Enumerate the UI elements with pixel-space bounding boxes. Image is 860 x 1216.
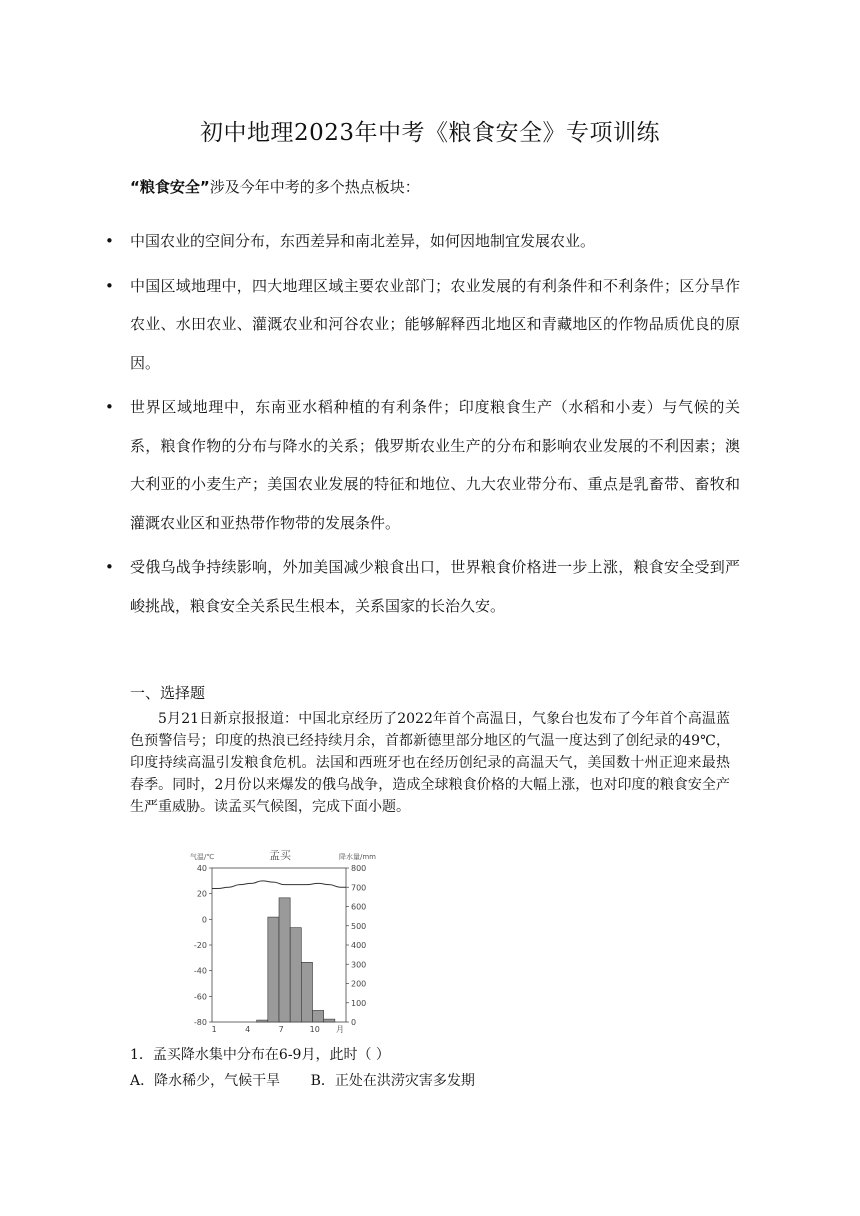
right-tick-label: 0	[351, 1018, 357, 1027]
left-tick-label: -80	[193, 1018, 207, 1027]
left-tick-label: -20	[193, 941, 207, 950]
left-tick-label: 0	[201, 915, 207, 925]
climate-chart	[180, 846, 380, 1036]
precip-bar	[324, 1019, 335, 1022]
right-tick-label: 100	[351, 998, 367, 1008]
hotspot-list	[100, 222, 740, 631]
right-tick-label: 600	[351, 902, 367, 912]
chart-plot-area	[194, 864, 366, 1034]
temperature-line	[212, 881, 346, 889]
list-item: • 世界区域地理中，东南亚水稻种植的有利条件；印度粮食生产（水稻和小麦）与气候的关系，粮食作物的分布与降水的关系；俄罗斯农业生产的分布和影响农业发展的不利因素；澳大利亚的小麦生产；美国农业发展的特征和地位、九大农业带分布、重点是乳畜带、畜牧和灌溉农业区和亚热带作物带的发展条件。	[100, 388, 740, 542]
left-tick-label: -40	[193, 966, 207, 976]
x-axis-label: 月	[336, 1025, 344, 1034]
right-axis-label: 降水量/mm	[339, 853, 376, 861]
option-a[interactable]: A．降水稀少，气候干旱	[130, 1073, 281, 1089]
x-tick-label: 1	[211, 1025, 217, 1034]
question-1: 1．孟买降水集中分布在6-9月，此时（ ）	[130, 1047, 390, 1063]
x-tick-label: 7	[278, 1025, 284, 1034]
right-tick-label: 500	[351, 921, 367, 931]
precip-bar	[279, 898, 290, 1022]
precip-bar	[301, 962, 312, 1022]
intro-line	[130, 176, 420, 197]
precip-bar	[290, 928, 301, 1022]
intro-bold: “粮食安全”	[130, 178, 210, 196]
question-1-options	[130, 1070, 501, 1090]
section-title: 一、选择题	[130, 684, 206, 702]
right-tick-label: 400	[351, 941, 367, 950]
document-title: 初中地理2023年中考《粮食安全》专项训练	[199, 120, 661, 146]
right-tick-label: 700	[351, 883, 367, 893]
x-tick-label: 4	[245, 1025, 251, 1034]
left-tick-label: -60	[193, 992, 207, 1002]
list-item: • 中国区域地理中，四大地理区域主要农业部门；农业发展的有利条件和不利条件；区分旱作农业、水田农业、灌溉农业和河谷农业；能够解释西北地区和青藏地区的作物品质优良的原因。	[100, 267, 740, 383]
reading-passage: 5月21日新京报报道：中国北京经历了2022年首个高温日，气象台也发布了今年首个高温蓝色预警信号；印度的热浪已经持续月余，首都新德里部分地区的气温一度达到了创纪录的49℃，印度持续高温引发粮食危机。法国和西班牙也在经历创纪录的高温天气，美国数十州正迎来最热春季。同时，2月份以来爆发的俄乌战争，造成全球粮食价格的大幅上涨，也对印度的粮食安全产生严重威胁。读孟买气候图，完成下面小题。	[130, 711, 730, 815]
left-tick-label: 40	[196, 864, 207, 873]
left-tick-label: 20	[196, 889, 207, 899]
right-tick-label: 200	[351, 979, 367, 989]
left-axis-label: 气温/℃	[190, 853, 215, 861]
precip-bar	[313, 1010, 324, 1022]
chart-title: 孟买	[269, 849, 291, 862]
option-b[interactable]: B．正处在洪涝灾害多发期	[310, 1073, 475, 1089]
right-tick-label: 300	[351, 960, 367, 970]
right-tick-label: 800	[351, 864, 367, 873]
list-item: • 受俄乌战争持续影响，外加美国减少粮食出口，世界粮食价格进一步上涨，粮食安全受到严峻挑战，粮食安全关系民生根本，关系国家的长治久安。	[100, 548, 740, 625]
list-item: • 中国农业的空间分布，东西差异和南北差异，如何因地制宜发展农业。	[100, 222, 740, 261]
precip-bar	[268, 917, 279, 1022]
precip-bar	[257, 1020, 268, 1022]
intro-rest: 涉及今年中考的多个热点板块：	[209, 178, 420, 196]
x-tick-label: 10	[309, 1025, 320, 1034]
